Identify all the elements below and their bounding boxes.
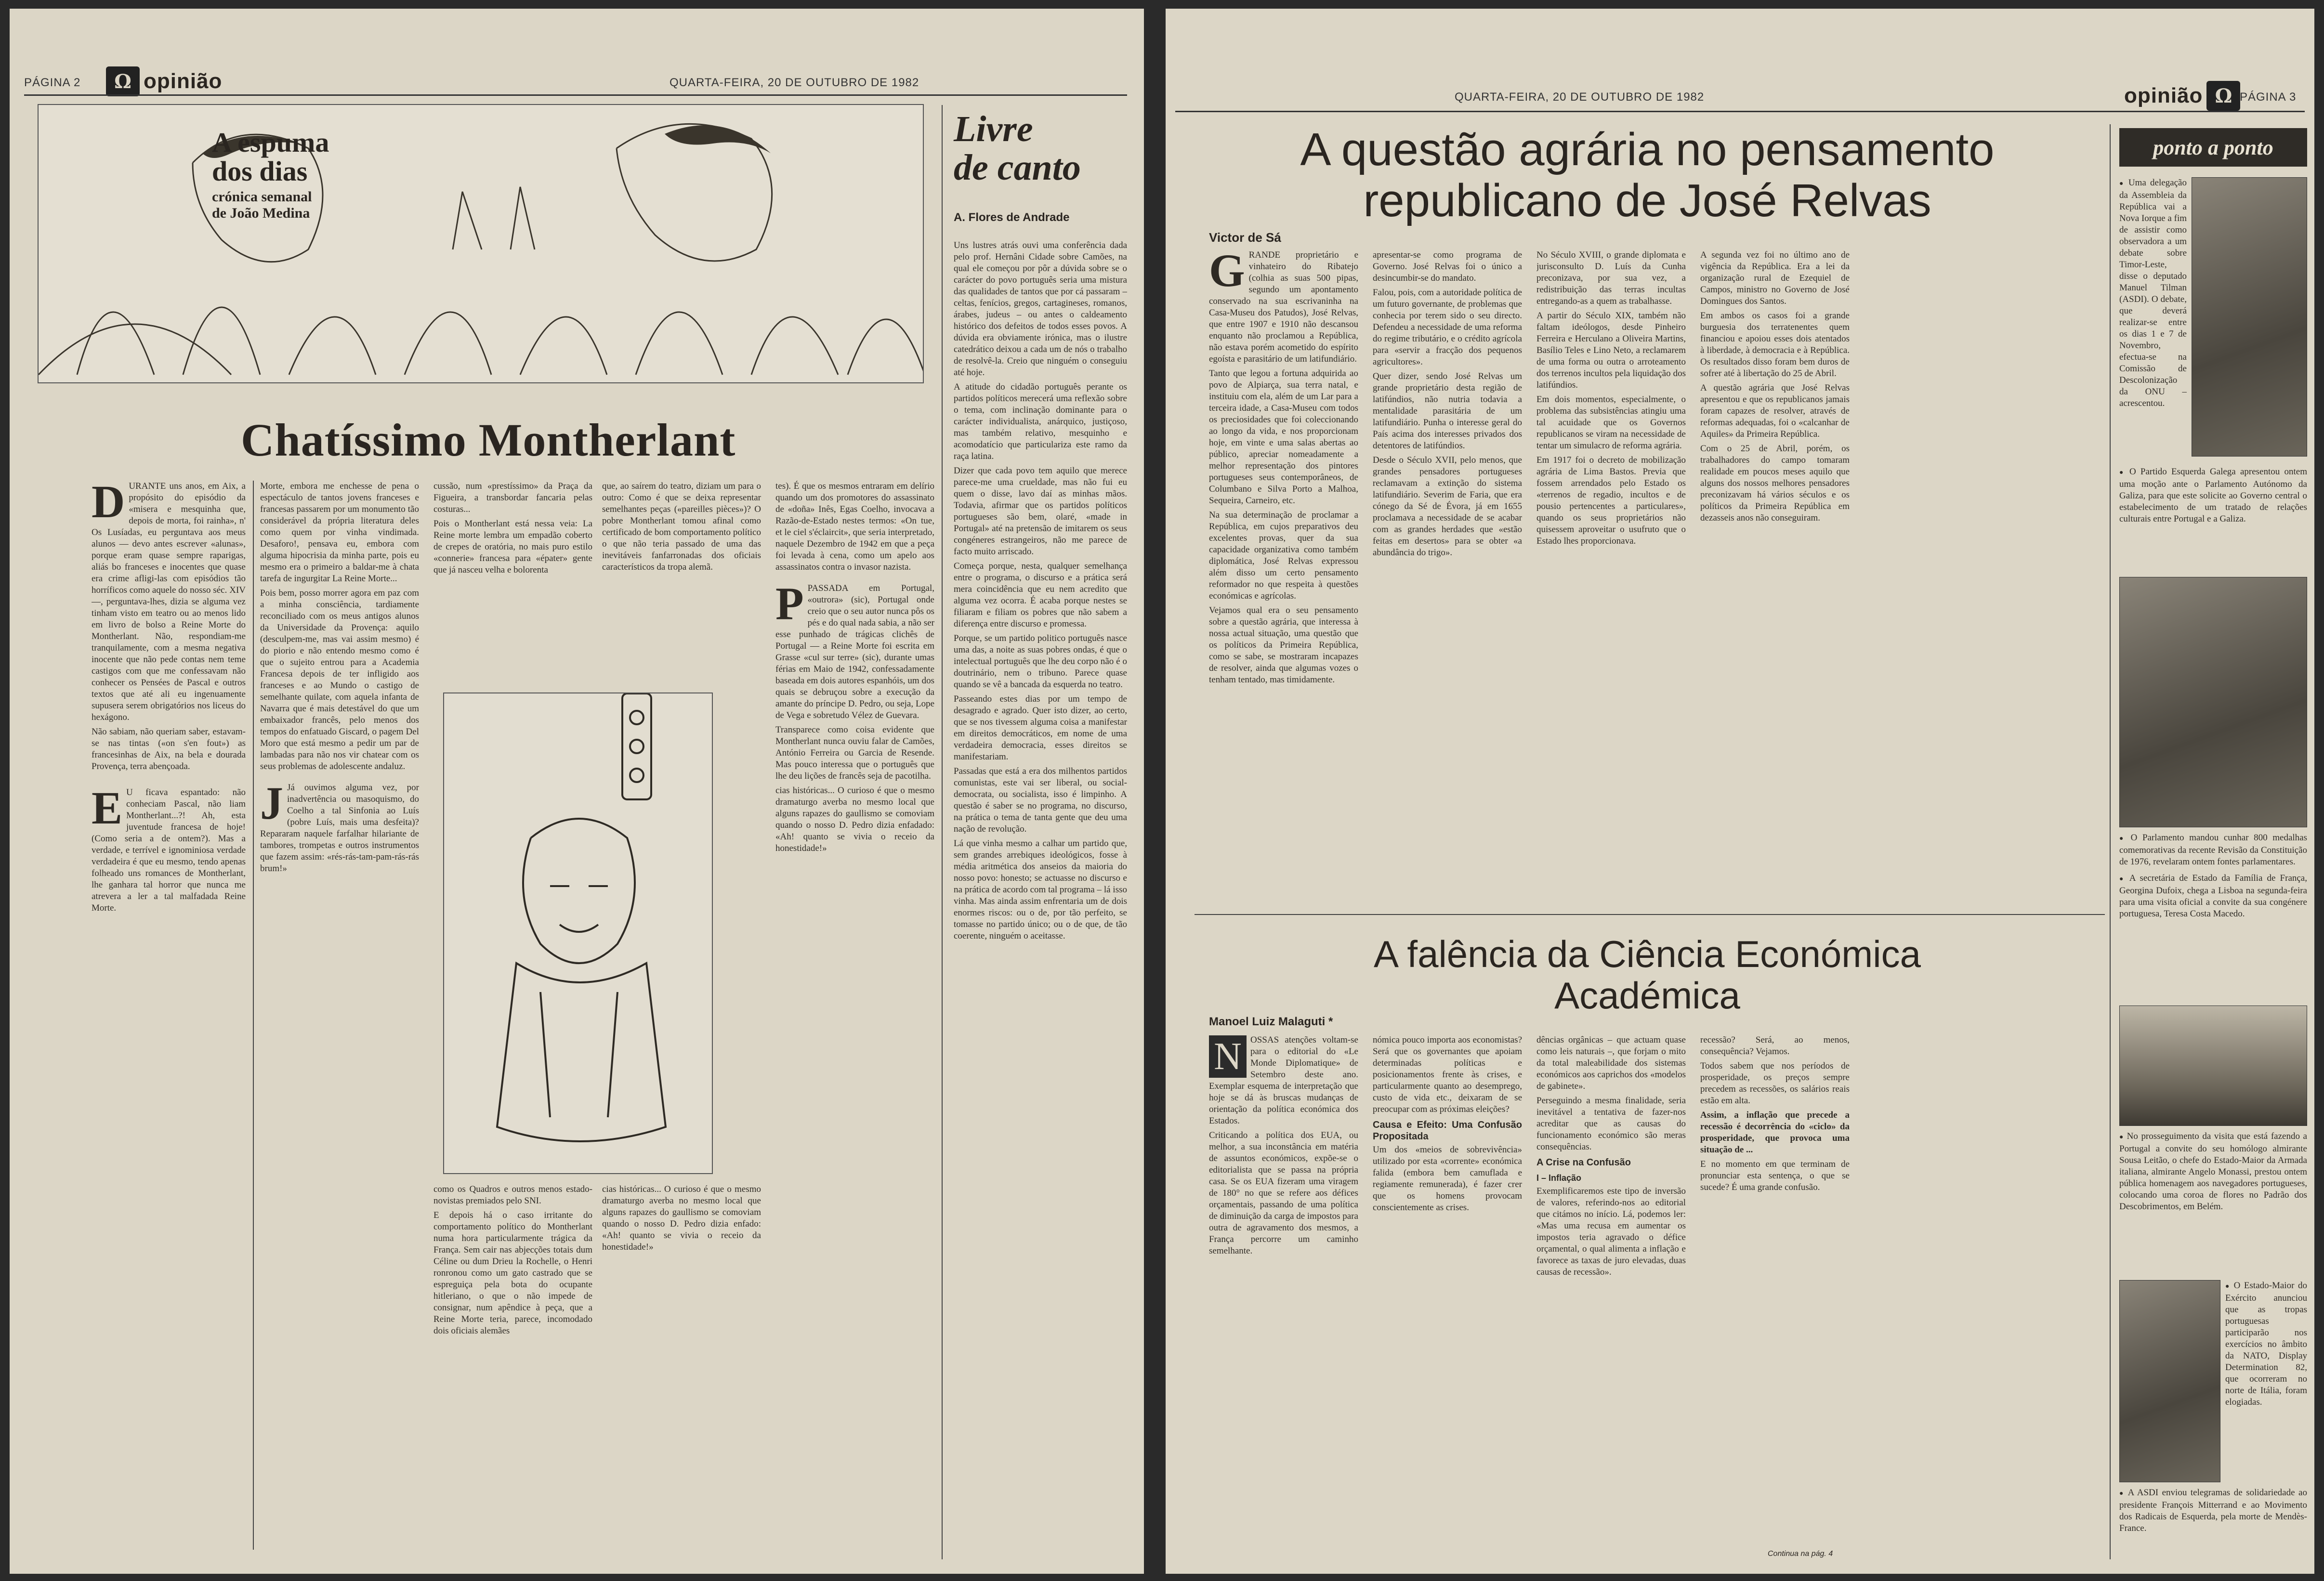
espuma-title-line2: dos dias bbox=[212, 156, 308, 187]
agraria-col3-p4: Em 1917 foi o decreto de mobilização agrária de Lima Bastos. Previa que fossem arrendados pelo Estado os «terrenos de regadio, incultos e de pousio pertencentes a particulares», quando os seus proprietários não quisessem aproveitar o usufruto que o Estado lhes proporcionava. bbox=[1536, 455, 1686, 546]
livre-title-line2: de canto bbox=[954, 147, 1081, 188]
agraria-col2-p2: Falou, pois, com a autoridade política de um futuro governante, de problemas que conhecia por terem sido o seu directo. Defendeu a necessidade de uma reforma do regime tributário, e o crédito agrícola para «servir a fracção dos pequenos agricultores». bbox=[1373, 287, 1522, 367]
ponto-item-5-text: ● No prosseguimento da visita que está fazendo a Portugal a convite do seu homólogo almirante Sousa Leitão, o chefe do Estado-Maior da Armada italiana, almirante Angelo Monassi, prestou ontem pública homenagem aos navegadores portugueses, colocando uma coroa de flores no Padrão dos Descobrimentos, em Belém. bbox=[2119, 1131, 2307, 1213]
section-divider bbox=[1195, 914, 2105, 915]
newspaper-logo-icon: Ω bbox=[106, 66, 140, 96]
espuma-subtitle-line2: de João Medina bbox=[212, 205, 310, 221]
falencia-col2-p1: nómica pouco importa aos economistas? Será que os governantes que apoiam determinadas políticas e posicionamentos frente às crises, e particularmente quanto ao desemprego, custo de vida etc., deixaram de se preocupar com as próximas eleições? bbox=[1373, 1035, 1522, 1114]
agraria-col1-p2: Tanto que legou a fortuna adquirida ao povo de Alpiarça, sua terra natal, e instituiu com ela, além de um Lar para a terceira idade, a Casa-Museu com todos os preciosidades que foi coleccionando ao longo da vida, e nos proporcionam hoje, em vinte e uma salas abertas ao público, apreciar nomeadamente a melhor representação dos pintores portugueses seus contemporâneos, de Columbano e Silva Porto a Malhoa, Sequeira, Carneiro, etc. bbox=[1209, 368, 1358, 506]
falencia-byline: Manoel Luiz Malaguti * bbox=[1209, 1015, 1333, 1028]
main-col3-p2: Pois o Montherlant está nessa veia: La Reine morte lembra um empadão coberto de crepes de oratória, no mais puro estilo «connerie» francesa para «épater» gente que já nasceu velha e bolorenta bbox=[433, 519, 592, 575]
ponto-item-2 bbox=[2119, 466, 2307, 572]
livre-title-line1: Livre bbox=[954, 109, 1033, 149]
livre-p8: Lá que vinha mesmo a calhar um partido que, sem grandes arrebiques ideológicos, fosse à média aritmética dos anseios da maioria do nosso povo: honesto; se actuasse no discurso e na prática de acordo com tal programa – lá isso vinha. Mas ainda assim enfrentaria um de dois enormes riscos: ou o de, por tão perfeito, se tomasse no partido único; ou o de que, de tão coerente, ninguém o aceitasse. bbox=[954, 838, 1127, 941]
agraria-col2-p1: apresentar-se como programa de Governo. José Relvas foi o único a desincumbir-se do mandato. bbox=[1373, 250, 1522, 283]
falencia-col2-p2: Um dos «meios de sobrevivência» utilizado por esta «corrente» económica falida (embora bem camuflada e regiamente remunerada), é fazer crer que os homens provocam conscientemente as crises. bbox=[1373, 1145, 1522, 1213]
ponto-item-3-text: ● O Parlamento mandou cunhar 800 medalhas comemorativas da recente Revisão da Constituição de 1976, revelaram ontem fontes parlamentares. bbox=[2119, 832, 2307, 868]
falencia-col4-p4: E no momento em que terminam de pronunciar esta sentença, o que se sucede? É uma grande confusão. bbox=[1700, 1159, 1850, 1192]
main-article-col4-bottom bbox=[602, 1184, 761, 1559]
falencia-title-line2: Académica bbox=[1554, 974, 1740, 1017]
soldier-photo bbox=[2119, 1280, 2220, 1482]
agraria-title-line2: republicano de José Relvas bbox=[1363, 175, 1931, 226]
espuma-illustration bbox=[38, 104, 924, 383]
agraria-col4 bbox=[1700, 249, 1850, 909]
montherlant-caricature bbox=[443, 693, 713, 1174]
agraria-col4-p3: A questão agrária que José Relvas apresentou e que os republicanos jamais foram capazes de resolver, através de reformas adequadas, foi o «calcanhar de Aquiles» da Primeira República. bbox=[1700, 383, 1850, 439]
falencia-col3 bbox=[1536, 1034, 1686, 1559]
main-col2-p2: Pois bem, posso morrer agora em paz com a minha consciência, tardiamente reconciliado com os meus antigos alunos da Universidade da Provença: aquilo (desculpem-me, mas vai assim mesmo) é do piorio e não entendo mesmo como é que o sujeito entrou para a Academia Francesa depois de ter infligido aos franceses e ao Mundo o castigo de semelhante quilate, com aquela infanta de Navarra que é mais detestável do que um embaixador francês, pelo menos dos tempos do enfatuado Giscard, o pagem Del Moro que está mesmo a pedir um par de lambadas para não nos vir chatear com os seus problemas de adolescente andaluz. bbox=[260, 588, 419, 771]
main-col5-p3: Transparece como coisa evidente que Montherlant nunca ouviu falar de Camões, António Ferreira ou Garcia de Resende. Mas pouco interessa que o português que lhe deu lições de francês seja de pacotilha. bbox=[775, 725, 934, 781]
main-col1-p2: Não sabiam, não queriam saber, estavam-se nas tintas («on s'en fout») as francesinhas de Aix, na bela e dourada Provença, terra abençoada. bbox=[92, 727, 246, 771]
espuma-title-line1: A espuma bbox=[212, 127, 329, 158]
agraria-title-line1: A questão agrária no pensamento bbox=[1300, 124, 1995, 175]
ponto-item-1 bbox=[2119, 177, 2187, 457]
espuma-subtitle-line1: crónica semanal bbox=[212, 189, 312, 205]
main-col4-p2: cias históricas... O curioso é que o mesmo dramaturgo averba no mesmo local que alguns rapazes do gaullismo se comoviam quando o nosso D. Pedro dizia enfado: «Ah! quanto se vivia o receio da honestidade!» bbox=[602, 1184, 761, 1252]
main-article-col3-bottom bbox=[433, 1184, 592, 1559]
timor-photo bbox=[2192, 177, 2307, 457]
agraria-col4-p2: Em ambos os casos foi a grande burguesia dos terratenentes quem financiou e apoiou esses dois atentados à liberdade, à democracia e à República. Os resultados disso foram bem duros de sofrer até à libertação do 25 de Abril. bbox=[1700, 311, 1850, 379]
agraria-col2-p4: Desde o Século XVII, pelo menos, que grandes pensadores portugueses reclamavam a extinção do sistema latifundiário. Severim de Faria, que era cónego da Sé de Évora, já em 1655 proclamava a necessidade de se acabar com as grandes herdades que «estão feitas em desertos» para se obter «a abundância do trigo». bbox=[1373, 455, 1522, 558]
right-newspaper-page bbox=[1166, 9, 2314, 1574]
falencia-col4-p2: Todos sabem que nos períodos de prosperidade, os preços sempre precedem as recessões, os salários reais estão em alta. bbox=[1700, 1061, 1850, 1106]
livre-p7: Passadas que está a era dos milhentos partidos comunistas, este vai ser liberal, ou social-democrata, ou socialista, isso é limpinho. A questão é saber se no programa, no discurso, na prática o tema de tanta gente que deu uma nação de revolução. bbox=[954, 766, 1127, 834]
livre-p6: Passeando estes dias por um tempo de desagrado e agrado. Quer isto dizer, ao certo, que se nos tivessem alguma coisa a manifestar em direitos democráticos, em nome de uma verdadeira democracia, esses direitos se manifestariam. bbox=[954, 694, 1127, 762]
main-col4-p1: que, ao saírem do teatro, diziam um para o outro: Como é que se deixa representar semelhantes peças («pareilles pièces»)? O pobre Montherlant tomou afinal como certificado de bom comportamento político o que não teria passado de uma das inevitáveis fanfarronadas dos oficiais característicos da tropa alemã. bbox=[602, 481, 761, 572]
dropcap-e: E bbox=[92, 782, 123, 834]
agraria-col3-p2: A partir do Século XIX, também não faltam ideólogos, desde Pinheiro Ferreira e Herculano a Oliveira Martins, Basílio Teles e Lino Neto, a reclamarem de uma forma ou outra o arroteamento dos terrenos incultos pela liquidação dos latifúndios. bbox=[1536, 311, 1686, 390]
top-rule-left bbox=[24, 94, 1127, 96]
agraria-col4-p4: Com o 25 de Abril, porém, os trabalhadores do campo tomaram realidade em poucos meses aquilo que alguns dos nossos melhores pensadores preconizavam há vários séculos e os políticos da Primeira República em dezasseis anos não conseguiram. bbox=[1700, 444, 1850, 523]
falencia-col3-subhead: A Crise na Confusão bbox=[1536, 1157, 1631, 1168]
page-number-left: PÁGINA 2 bbox=[24, 76, 81, 89]
column-divider bbox=[253, 481, 254, 1550]
main-col5-p1: tes). É que os mesmos entraram em delírio quando um dos promotores do assassinato de «doña» Inês, Egas Coelho, invocava a Razão-de-Estado nestes termos: «On tue, et le ciel s'éclaircit», que seria interpretado, naquele Dezembro de 1942 em que a peça foi levada à cena, como um apelo aos assassinatos contra o invasor nazista. bbox=[775, 481, 934, 572]
ponto-item-2-text: ● O Partido Esquerda Galega apresentou ontem uma moção ante o Parlamento Autónomo da Galiza, para que este solicite ao Governo central o estabelecimento de um tratado de relações culturais entre Portugal e a Galiza. bbox=[2119, 466, 2307, 525]
section-header-left bbox=[106, 66, 222, 96]
agraria-col3-p3: Em dois momentos, especialmente, o problema das subsistências atingiu uma tal acuidade que os Governos republicanos se viram na necessidade de tentar um simulacro de reforma agrária. bbox=[1536, 394, 1686, 451]
livre-p4: Começa porque, nesta, qualquer semelhança entre o programa, o discurso e a prática será mera coincidência que eu nem acredito que alguma vez ocorra. É acaba porque nestes se filiaram e filiam os pobres que não sabem a diferença entre discurso e promessa. bbox=[954, 561, 1127, 629]
dropcap-j: J bbox=[260, 777, 283, 829]
ponto-item-7 bbox=[2119, 1487, 2307, 1559]
ponto-items-3-4 bbox=[2119, 832, 2307, 1001]
agraria-col1-p4: Vejamos qual era o seu pensamento sobre a questão agrária, que interessa à nossa actual situação, uma questão que os políticos da Primeira República, como se sabe, se mostraram incapazes de resolver, ainda que algumas vozes o tenham tentado, mas timidamente. bbox=[1209, 605, 1358, 685]
falencia-col1 bbox=[1209, 1034, 1358, 1559]
main-article-col3-top bbox=[433, 481, 592, 688]
agraria-headline bbox=[1209, 124, 2086, 226]
date-right: QUARTA-FEIRA, 20 DE OUTUBRO DE 1982 bbox=[1455, 91, 1705, 104]
ponto-item-6-text: ● O Estado-Maior do Exército anunciou que as tropas portuguesas participarão nos exercícios no âmbito da NATO, Display Determination 82, que ocorreram no norte de Itália, foram elogiadas. bbox=[2225, 1280, 2307, 1408]
main-col5-p2: PASSADA em Portugal, «outrora» (sic), Portugal onde creio que o seu autor nunca pôs os pés e do qual nada sabia, a não ser esse punhado de trágicas clichês de Portugal — a Reine Morte foi escrita em Grasse «cul sur terre» (sic), durante umas férias em Maio de 1942, confessadamente baseada em dois autores espanhóis, um dos quais se debruçou sobre a execução da amante do príncipe D. Pedro, ou seja, Lope de Vega e sobretudo Vélez de Guevara. bbox=[775, 583, 934, 720]
falencia-col4-p3: Assim, a inflação que precede a recessão é decorrência do «ciclo» da prosperidade, que provoca uma situação de ... bbox=[1700, 1110, 1850, 1155]
ceremony-photo bbox=[2119, 1006, 2307, 1126]
main-article-col4-top bbox=[602, 481, 761, 688]
agraria-col3 bbox=[1536, 249, 1686, 909]
agraria-col1-p1: RANDE proprietário e vinhateiro do Ribatejo (colhia as suas 500 pipas, segundo um apontamento conservado na sua escrivaninha na Casa-Museu dos Patudos), José Relvas, que entre 1907 e 1910 não descansou enquanto não proclamou a República, não estava porém acometido do espírito egoísta e parasitário de um latifundiário. bbox=[1209, 250, 1358, 364]
grass-drawing bbox=[39, 105, 924, 383]
page-number-right: PÁGINA 3 bbox=[2240, 91, 2297, 104]
main-col3-p1: cussão, num «prestíssimo» da Praça da Figueira, a transbordar fancaria pelas costuras... bbox=[433, 481, 592, 514]
falencia-col3-p1: dências orgânicas – que actuam quase como leis naturais –, que forjam o mito da total maleabilidade dos sistemas económicos aos caprichos dos «modelos de gabinete». bbox=[1536, 1035, 1686, 1091]
agraria-col2-p3: Quer dizer, sendo José Relvas um grande proprietário desta região de latifúndios, não nutria todavia a mentalidade parasitária de um latifundiário. Punha o interesse geral do País acima dos interesses privados dos detentores de latifúndios. bbox=[1373, 371, 1522, 451]
newspaper-logo-icon: Ω bbox=[2206, 81, 2240, 111]
ponto-title-bar bbox=[2119, 128, 2307, 167]
ponto-title: ponto a ponto bbox=[2153, 135, 2273, 159]
main-col1-p1: URANTE uns anos, em Aix, a propósito do episódio da «misera e mesquinha que, depois de morta, foi rainha», n' Os Lusíadas, eu perguntava aos meus alunos — devo antes escrever «alunas», porque eram quase sempre raparigas, aliás bo franceses e inocentes que quase era crime afligi-las com episódios tão horríficos como aquele do nosso séc. XIV —, perguntava-lhes, dizia se alguma vez tinham visto em teatro ou ao menos lido em livro de bolso a Reine Morte do Montherlant. Não, respondiam-me tranquilamente, com a mesma negativa inocente que não pede contas nem teme castigos com que me confessavam não conhecer os Pensées de Pascal e outros textos que até ali eu ingenuamente supusera serem obrigatórios nos liceus do hexágono. bbox=[92, 481, 246, 722]
agraria-col3-p1: No Século XVIII, o grande diplomata e jurisconsulto D. Luís da Cunha preconizava, por sua vez, a redistribuição das terras incultas entregando-as a quem as trabalhasse. bbox=[1536, 250, 1686, 306]
continued-note: Continua na pág. 4 bbox=[1768, 1550, 1833, 1558]
dropcap-n: N bbox=[1209, 1035, 1247, 1078]
main-col2-p3: Já ouvimos alguma vez, por inadvertência ou masoquismo, do Coelho a tal Sinfonia ao Luís (pobre Luís, mais uma desfeita)? Repararam naquele farfalhar hilariante de tambores, trompetas e outros instrumentos que fazem assim: «rés-rás-tam-pam-rás-rás brum!» bbox=[260, 783, 419, 874]
falencia-col3-p2: Perseguindo a mesma finalidade, seria inevitável a tentativa de fazer-nos acreditar que as causas do funcionamento económico são meras consequências. bbox=[1536, 1096, 1686, 1152]
livre-p2: A atitude do cidadão português perante os partidos políticos merecerá uma reflexão sobre o tema, com inclinação dominante para o carácter individualista, anárquico, justiçoso, mas também relativo, mesquinho e acomodatício que particulariza este ramo da raça latina. bbox=[954, 382, 1127, 461]
livre-p3: Dizer que cada povo tem aquilo que merece parece-me uma crueldade, mas não fui eu quem o disse, lavo daí as minhas mãos. Todavia, afirmar que os partidos políticos portugueses são bem, olaré, «made in Portugal» até na pretensão de imitarem os seus congéneres estrangeiros, não me parece de facto muito arriscado. bbox=[954, 466, 1127, 557]
ponto-item-1-text: ● Uma delegação da Assembleia da República vai a Nova Iorque a fim de assistir como observadora a um debate sobre Timor-Leste, disse o deputado Manuel Tilman (ASDI). O debate, que deverá realizar-se entre os dias 1 e 7 de Novembro, efectua-se na Comissão de Descolonização da ONU – acrescentou. bbox=[2119, 177, 2187, 409]
main-col5-p4: cias históricas... O curioso é que o mesmo dramaturgo averba no mesmo local que alguns rapazes do gaullismo se comoviam quando o nosso D. Pedro dizia enfadado: «Ah! quanto se vivia o receio da honestidade!» bbox=[775, 785, 934, 853]
main-article-headline: Chatíssimo Montherlant bbox=[241, 414, 736, 466]
agraria-col2 bbox=[1373, 249, 1522, 909]
agraria-byline: Victor de Sá bbox=[1209, 230, 1281, 245]
falencia-col1-p2: Criticando a política dos EUA, ou melhor, a sua inconstância em matéria de assuntos económicos, expõe-se o editorialista que se passa na própria casa. Se os EUA fizeram uma viragem de 180° no que se refere aos défices orçamentais, passando de uma política de diminuição da carga de impostos para outra de agravamento dos mesmos, a França percorre um caminho semelhante. bbox=[1209, 1130, 1358, 1256]
dropcap-g: G bbox=[1209, 249, 1245, 296]
top-rule-right bbox=[1175, 111, 2305, 112]
main-col3-p4: E depois há o caso irritante do comportamento político do Montherlant numa hora particularmente trágica da França. Sem cair nas abjecções totais dum Céline ou dum Drieu la Rochelle, o Henri ronronou como um gato castrado que se espreguiça pela bota do ocupante hitleriano, o que o não impede de consignar, num apêndice à peça, que a Reine Morte teria, parece, incomodado dois oficiais alemães bbox=[433, 1210, 592, 1336]
livre-divider bbox=[942, 105, 943, 1559]
falencia-title-line1: A falência da Ciência Económica bbox=[1374, 933, 1921, 975]
main-article-col1 bbox=[92, 481, 246, 1559]
falencia-col4 bbox=[1700, 1034, 1850, 1545]
main-col3-p3: como os Quadros e outros menos estado-novistas premiados pelo SNI. bbox=[433, 1184, 592, 1206]
dropcap-p: P bbox=[775, 578, 804, 629]
falencia-col3-subhead2: I – Inflação bbox=[1536, 1173, 1582, 1183]
main-col1-p3: U ficava espantado: não conheciam Pascal, não liam Montherlant...?! Ah, esta juventude francesa de hoje! (Como seria a de ontem?). Mas a verdade, e terrível e ignominiosa verdade verdadeira é que eu mesmo, tendo apenas folheado uns romances de Montherlant, lhe ganhara tal horror que nunca me atrevera a ler a tal malfadada Reine Morte. bbox=[92, 787, 246, 913]
section-name-left: opinião bbox=[144, 69, 223, 93]
ponto-item-6 bbox=[2225, 1280, 2307, 1482]
falencia-col2 bbox=[1373, 1034, 1522, 1559]
ponto-item-5 bbox=[2119, 1131, 2307, 1275]
main-article-col5 bbox=[775, 481, 934, 1559]
main-article-col2 bbox=[260, 481, 419, 1559]
date-left: QUARTA-FEIRA, 20 DE OUTUBRO DE 1982 bbox=[670, 76, 919, 89]
livre-title-block bbox=[954, 110, 1127, 187]
agraria-col1 bbox=[1209, 249, 1358, 909]
section-name-right: opinião bbox=[2124, 84, 2203, 107]
dropcap-d: D bbox=[92, 481, 125, 527]
falencia-headline bbox=[1209, 933, 2086, 1016]
livre-column bbox=[954, 240, 1127, 1559]
section-header-right bbox=[2124, 81, 2240, 111]
falencia-col2-subhead: Causa e Efeito: Uma Confusão Propositada bbox=[1373, 1120, 1522, 1142]
caricature-drawing bbox=[444, 693, 713, 1174]
sidebar-divider bbox=[2110, 124, 2111, 1559]
livre-byline: A. Flores de Andrade bbox=[954, 211, 1070, 224]
agraria-col4-p1: A segunda vez foi no último ano de vigência da República. Era a lei da organização rural de Ezequiel de Campos, ministro no Governo de José Domingues dos Santos. bbox=[1700, 250, 1850, 306]
espuma-title-block bbox=[212, 128, 385, 222]
agraria-col1-p3: Na sua determinação de proclamar a República, em cujos preparativos deu excelentes provas, quer da sua capacidade organizativa como também diplomática, José Relvas expressou além disso um certo pensamento reformador no que respeita à questões económicas e agrícolas. bbox=[1209, 510, 1358, 601]
main-col2-p1: Morte, embora me enchesse de pena o espectáculo de tantos jovens franceses e francesas passarem por um monumento tão considerável da própria literatura deles como quem por vinha vindimada. Desaforo!, pensava eu, embora com alguma hipocrisia da minha parte, pois eu mesmo era o primeiro a baldar-me à chata tarefa de ingurgitar La Reine Morte... bbox=[260, 481, 419, 584]
parliament-photo bbox=[2119, 577, 2307, 827]
falencia-col4-p1: recessão? Será, ao menos, consequência? Vejamos. bbox=[1700, 1035, 1850, 1057]
livre-p1: Uns lustres atrás ouvi uma conferência dada pelo prof. Hernâni Cidade sobre Camões, na qual ele começou por pôr a dúvida sobre se o carácter do povo português seria uma mistura das qualidades de tantos que por cá passaram – celtas, fenícios, gregos, cartagineses, romanos, árabes, judeus – ou antes o caldeamento histórico dos defeitos de todos esses povos. A dúvida era obviamente irónica, mas o ilustre catedrático deixou a cada um de nós o trabalho de resolvê-la. Creio que ninguém o conseguiu até hoje. bbox=[954, 240, 1127, 378]
falencia-col3-p3: Exemplificaremos este tipo de inversão de valores, referindo-nos ao editorial que citámos no início. Lá, podemos ler: «Mas uma recusa em aumentar os impostos teria agravado o défice orçamental, o qual alimenta a inflação e favorece as taxas de juro elevadas, duas causas de recessão». bbox=[1536, 1186, 1686, 1277]
ponto-item-7-text: ● A ASDI enviou telegramas de solidariedade ao presidente François Mitterrand e ao Movimento dos Radicais de Esquerda, pela morte de Mendès-France. bbox=[2119, 1487, 2307, 1534]
left-newspaper-page bbox=[10, 9, 1144, 1574]
ponto-item-4-text: ● A secretária de Estado da Família de França, Georgina Dufoix, chega a Lisboa na segunda-feira para uma visita oficial a convite da sua congénere portuguesa, Teresa Costa Macedo. bbox=[2119, 873, 2307, 920]
falencia-col1-p1: OSSAS atenções voltam-se para o editorial do «Le Monde Diplomatique» de Setembro deste ano. Exemplar esquema de interpretação que hoje se dá às bruscas mudanças de orientação da política económica dos Estados. bbox=[1209, 1035, 1358, 1126]
livre-p5: Porque, se um partido politico português nasce uma das, a noite as suas pobres ondas, é que o intelectual português que lhe deu corpo não é o doutrinário, nem o tribuno. Parece quase quando se vê a bancada da esquerda no teatro. bbox=[954, 633, 1127, 690]
